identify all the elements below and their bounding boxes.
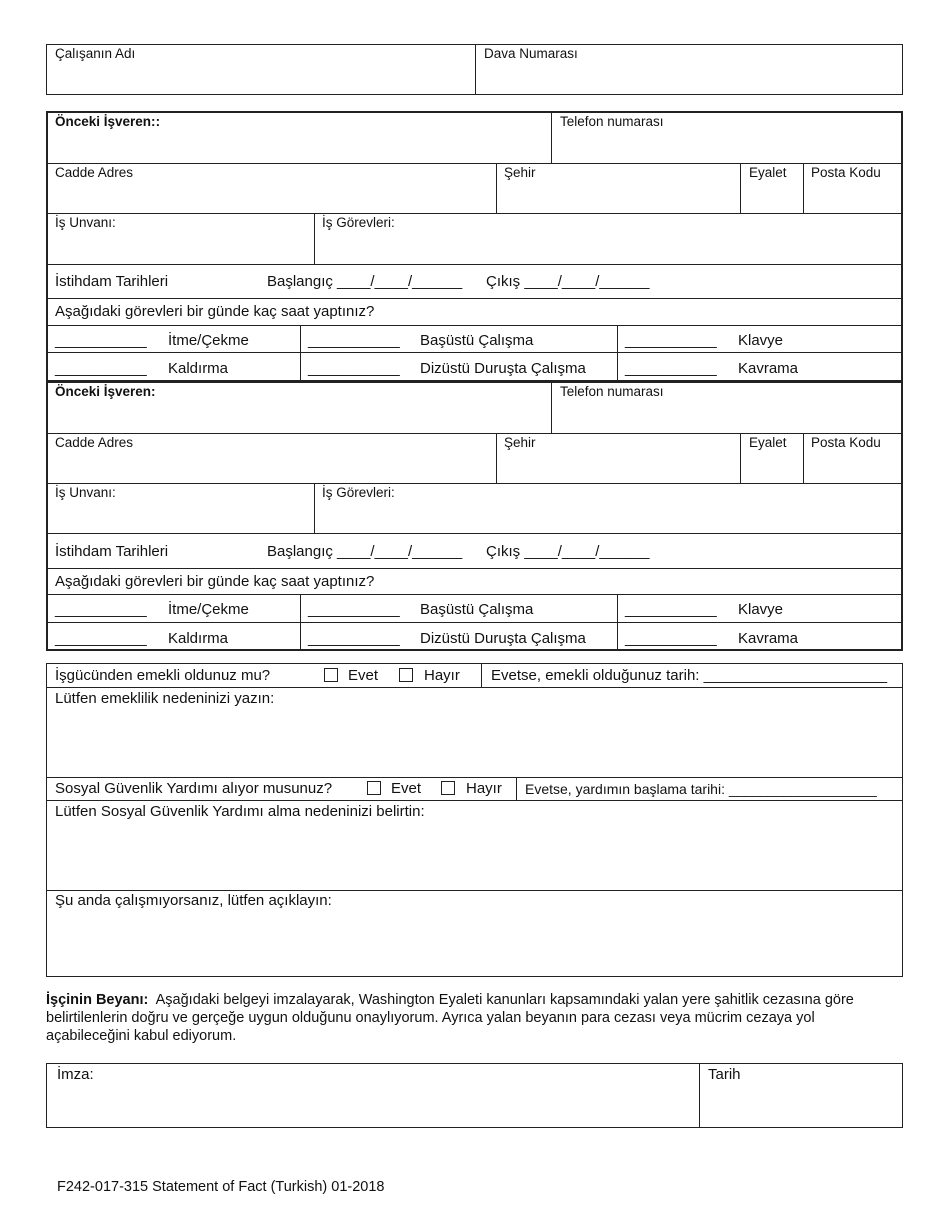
lifting-hours[interactable]: ___________ — [55, 630, 147, 647]
form-footer: F242-017-315 Statement of Fact (Turkish) 01-2018 — [57, 1179, 385, 1195]
laptop-standing-label: Dizüstü Duruşta Çalışma — [420, 630, 586, 647]
city-label: Şehir — [504, 435, 536, 450]
grasping-hours[interactable]: ___________ — [625, 630, 717, 647]
retired-date-field[interactable]: Evetse, emekli olduğunuz tarih: ______________________ — [491, 667, 888, 684]
employee-name-label: Çalışanın Adı — [55, 46, 136, 61]
ss-reason-label: Lütfen Sosyal Güvenlik Yardımı alma nedeninizi belirtin: — [55, 803, 425, 820]
ss-no-label: Hayır — [466, 780, 502, 797]
keyboard-hours[interactable]: ___________ — [625, 332, 717, 349]
signature-label: İmza: — [57, 1066, 94, 1083]
retired-yes-checkbox[interactable] — [324, 668, 338, 682]
declaration-text: Aşağıdaki belgeyi imzalayarak, Washington Eyaleti kanunları kapsamındaki yalan yere şahitlik cezasına göre belirtilenlerin doğru ve gerçeğe uygun olduğunu onaylıyorum. Ayrıca yalan beyanın para cezası veya mücrim cezaya yol açabileceğini kabul ediyorum. — [46, 992, 854, 1044]
laptop-standing-hours[interactable]: ___________ — [308, 630, 400, 647]
retire-reason-field[interactable] — [47, 708, 902, 776]
signature-field[interactable] — [46, 1063, 700, 1128]
signature-date-label: Tarih — [708, 1066, 741, 1083]
job-duties-label: İş Görevleri: — [322, 485, 395, 500]
prev-employer-label: Önceki İşveren: — [55, 384, 156, 399]
retired-no-label: Hayır — [424, 667, 460, 684]
ss-date-field[interactable]: Evetse, yardımın başlama tarihi: ___________________ — [525, 781, 877, 797]
push-pull-hours[interactable]: ___________ — [55, 332, 147, 349]
desk-work-label: Başüstü Çalışma — [420, 332, 534, 349]
retired-no-checkbox[interactable] — [399, 668, 413, 682]
keyboard-hours[interactable]: ___________ — [625, 601, 717, 618]
retire-reason-label: Lütfen emeklilik nedeninizi yazın: — [55, 690, 275, 707]
ss-reason-field[interactable] — [47, 822, 902, 889]
desk-work-label: Başüstü Çalışma — [420, 601, 534, 618]
city-label: Şehir — [504, 165, 536, 180]
employment-dates-label: İstihdam Tarihleri — [55, 273, 169, 290]
retired-question: İşgücünden emekli oldunuz mu? — [55, 667, 271, 684]
laptop-standing-label: Dizüstü Duruşta Çalışma — [420, 360, 586, 377]
not-working-label: Şu anda çalışmıyorsanız, lütfen açıklayın: — [55, 892, 332, 909]
lifting-label: Kaldırma — [168, 360, 229, 377]
lifting-hours[interactable]: ___________ — [55, 360, 147, 377]
grasping-label: Kavrama — [738, 630, 799, 647]
end-date-field[interactable]: Çıkış ____/____/______ — [486, 273, 650, 290]
push-pull-hours[interactable]: ___________ — [55, 601, 147, 618]
push-pull-label: İtme/Çekme — [168, 332, 249, 349]
keyboard-label: Klavye — [738, 601, 784, 618]
declaration — [46, 991, 902, 1045]
declaration-heading: İşçinin Beyanı: — [46, 992, 149, 1008]
hours-question: Aşağıdaki görevleri bir günde kaç saat yaptınız? — [55, 573, 375, 590]
desk-work-hours[interactable]: ___________ — [308, 601, 400, 618]
prev-employer-label: Önceki İşveren:: — [55, 114, 161, 129]
ss-question: Sosyal Güvenlik Yardımı alıyor musunuz? — [55, 780, 333, 797]
retired-yes-label: Evet — [348, 667, 379, 684]
end-date-field[interactable]: Çıkış ____/____/______ — [486, 543, 650, 560]
laptop-standing-hours[interactable]: ___________ — [308, 360, 400, 377]
zip-label: Posta Kodu — [811, 165, 881, 180]
job-title-label: İş Unvanı: — [55, 485, 116, 500]
ss-no-checkbox[interactable] — [441, 781, 455, 795]
start-date-field[interactable]: Başlangıç ____/____/______ — [267, 543, 463, 560]
employment-dates-label: İstihdam Tarihleri — [55, 543, 169, 560]
street-label: Cadde Adres — [55, 165, 134, 180]
phone-label: Telefon numarası — [560, 114, 664, 129]
job-duties-label: İş Görevleri: — [322, 215, 395, 230]
grasping-hours[interactable]: ___________ — [625, 360, 717, 377]
not-working-field[interactable] — [47, 911, 902, 976]
start-date-field[interactable]: Başlangıç ____/____/______ — [267, 273, 463, 290]
job-title-label: İş Unvanı: — [55, 215, 116, 230]
phone-label: Telefon numarası — [560, 384, 664, 399]
zip-label: Posta Kodu — [811, 435, 881, 450]
keyboard-label: Klavye — [738, 332, 784, 349]
grasping-label: Kavrama — [738, 360, 799, 377]
push-pull-label: İtme/Çekme — [168, 601, 249, 618]
ss-yes-checkbox[interactable] — [367, 781, 381, 795]
street-label: Cadde Adres — [55, 435, 134, 450]
lifting-label: Kaldırma — [168, 630, 229, 647]
desk-work-hours[interactable]: ___________ — [308, 332, 400, 349]
state-label: Eyalet — [749, 165, 787, 180]
case-number-label: Dava Numarası — [484, 46, 578, 61]
hours-question: Aşağıdaki görevleri bir günde kaç saat yaptınız? — [55, 303, 375, 320]
ss-yes-label: Evet — [391, 780, 422, 797]
state-label: Eyalet — [749, 435, 787, 450]
